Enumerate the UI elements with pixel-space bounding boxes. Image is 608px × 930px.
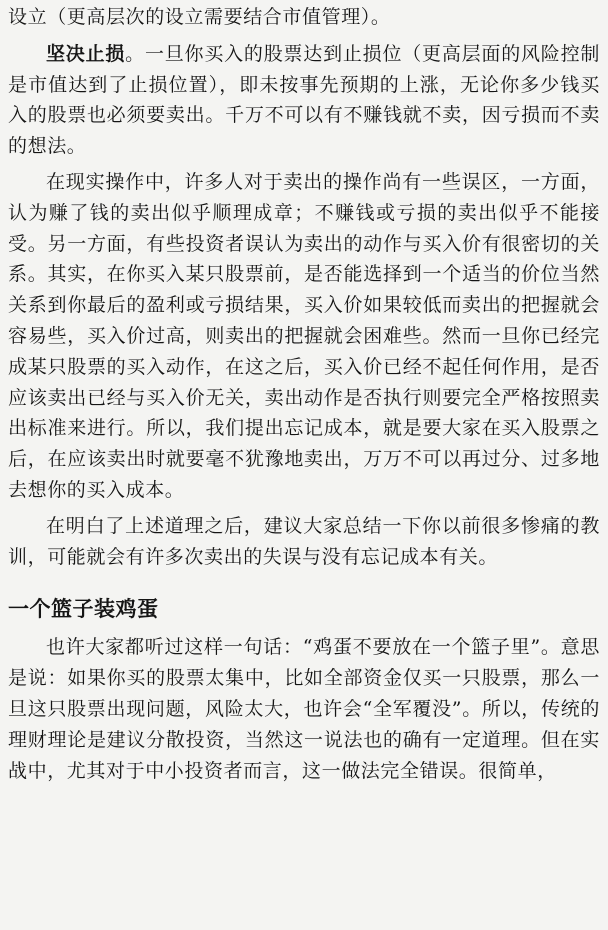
- section-heading: 一个篮子装鸡蛋: [8, 597, 159, 622]
- paragraph-stop-loss: [8, 39, 600, 162]
- paragraph-continuation: 设立（更高层次的设立需要结合市值管理）。: [8, 6, 391, 28]
- stop-loss-term: 坚决止损: [46, 42, 126, 65]
- paragraph-one-basket: 也许大家都听过这样一句话：“鸡蛋不要放在一个篮子里”。意思是说：如果你买的股票太集中，比如全部资金仅买一只股票，那么一旦这只股票出现问题，风险太大，也许会“全军覆没”。所以，传统的理财理论是建议分散投资，当然这一说法也的确有一定道理。但在实战中，尤其对于中小投资者而言，这一做法完全错误。很简单，: [8, 636, 600, 782]
- paragraph-selling-misconceptions: 在现实操作中，许多人对于卖出的操作尚有一些误区，一方面，认为赚了钱的卖出似乎顺理成章；不赚钱或亏损的卖出似乎不能接受。另一方面，有些投资者误认为卖出的动作与买入价有很密切的关系。其实，在你买入某只股票前，是否能选择到一个适当的价位当然关系到你最后的盈利或亏损结果，买入价如果较低而卖出的把握就会容易些，买入价过高，则卖出的把握就会困难些。然而一旦你已经完成某只股票的买入动作，在这之后，买入价已经不起任何作用，是否应该卖出已经与买入价无关，卖出动作是否执行则要完全严格按照卖出标准来进行。所以，我们提出忘记成本，就是要大家在买入股票之后，在应该卖出时就要毫不犹豫地卖出，万万不可以再过分、过多地去想你的买入成本。: [8, 170, 600, 501]
- stop-loss-text: 。一旦你买入的股票达到止损位（更高层面的风险控制是市值达到了止损位置），即未按事先预期的上涨，无论你多少钱买入的股票也必须要卖出。千万不可以有不赚钱就不卖，因亏损而不卖的想法。: [8, 42, 600, 158]
- paragraph-lessons: 在明白了上述道理之后，建议大家总结一下你以前很多惨痛的教训，可能就会有许多次卖出的失误与没有忘记成本有关。: [8, 514, 600, 568]
